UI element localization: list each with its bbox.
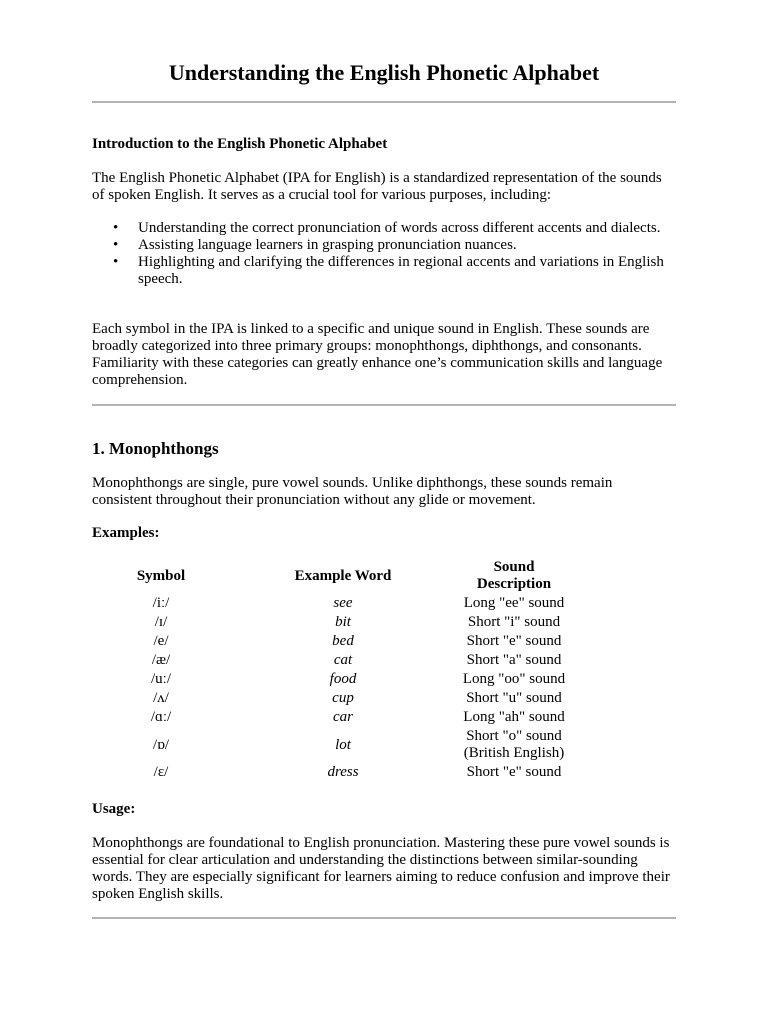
symbol-cell: /iː/ [152, 595, 170, 611]
bullet-icon: • [113, 254, 119, 270]
symbol-cell: /æ/ [151, 652, 171, 668]
table-row [92, 670, 676, 689]
column-header-symbol: Symbol [136, 567, 186, 584]
table-row [92, 708, 676, 727]
symbol-cell: /ɪ/ [154, 614, 168, 630]
table-row [92, 727, 676, 763]
bullet-icon: • [113, 237, 119, 253]
example-word-cell: bed [332, 633, 354, 649]
example-word-cell: dress [327, 764, 359, 780]
symbol-cell: /ʌ/ [153, 690, 169, 706]
sound-description-cell: Short "e" sound [466, 764, 562, 780]
table-row [92, 651, 676, 670]
list-item: • Understanding the correct pronunciation of words across different accents and dialects. [113, 220, 661, 236]
sound-description-cell: Short "a" sound [466, 652, 562, 668]
table-row [92, 763, 676, 782]
sound-description-cell: Short "e" sound [466, 633, 562, 649]
table-row [92, 632, 676, 651]
sound-description-cell: Long "ee" sound [463, 595, 565, 611]
intro-closing-paragraph: Each symbol in the IPA is linked to a specific and unique sound in English. These sounds are broadly categorized into three primary groups: monophthongs, diphthongs, and consonants. Familiarity with these categories can greatly enhance one’s communication skills and language comprehension. [92, 321, 663, 388]
monophthongs-description: Monophthongs are single, pure vowel sounds. Unlike diphthongs, these sounds remain consistent throughout their pronunciation without any glide or movement. [92, 475, 613, 508]
list-item: • Assisting language learners in grasping pronunciation nuances. [113, 237, 517, 253]
symbol-cell: /e/ [153, 633, 169, 649]
sound-description-cell: Short "u" sound [466, 690, 562, 706]
sound-description-cell: Short "i" sound [467, 614, 561, 630]
intro-bullet-list [92, 220, 676, 288]
sound-description-cell: Long "ah" sound [463, 709, 565, 725]
column-header-sound-description: Sound Description [476, 559, 552, 592]
symbol-cell: /ɛ/ [153, 764, 169, 780]
intro-heading: Introduction to the English Phonetic Alphabet [92, 136, 388, 152]
monophthongs-heading: 1. Monophthongs [92, 439, 219, 458]
list-item: • Highlighting and clarifying the differences in regional accents and variations in English speech. [113, 254, 664, 287]
symbol-cell: /ɒ/ [152, 736, 170, 753]
page-title: Understanding the English Phonetic Alphabet [168, 60, 600, 85]
intro-paragraph: The English Phonetic Alphabet (IPA for English) is a standardized representation of the sounds of spoken English. It serves as a crucial tool for various purposes, including: [92, 170, 662, 203]
examples-table [92, 559, 676, 782]
table-row [92, 613, 676, 632]
symbol-cell: /uː/ [150, 671, 171, 687]
bullet-icon: • [113, 220, 119, 236]
divider [92, 404, 676, 406]
sound-description-cell: Short "o" sound (British English) [463, 728, 565, 761]
example-word-cell: bit [335, 614, 351, 630]
table-row [92, 594, 676, 613]
example-word-cell: food [329, 671, 357, 687]
sound-description-cell: Long "oo" sound [462, 671, 566, 687]
usage-paragraph: Monophthongs are foundational to English pronunciation. Mastering these pure vowel sounds is essential for clear articulation and understanding the distinctions between similar-sounding words. They are especially significant for learners aiming to reduce confusion and improve their spoken English skills. [92, 835, 670, 902]
symbol-cell: /ɑː/ [150, 709, 172, 725]
example-word-cell: cat [333, 652, 353, 668]
example-word-cell: car [333, 709, 353, 725]
column-header-example-word: Example Word [294, 567, 392, 584]
example-word-cell: see [333, 595, 353, 611]
divider [92, 917, 676, 919]
divider [92, 101, 676, 103]
example-word-cell: cup [332, 690, 354, 706]
table-header-row [92, 559, 676, 594]
examples-label: Examples: [92, 525, 160, 541]
example-word-cell: lot [335, 736, 351, 753]
usage-label: Usage: [92, 801, 136, 817]
table-row [92, 689, 676, 708]
